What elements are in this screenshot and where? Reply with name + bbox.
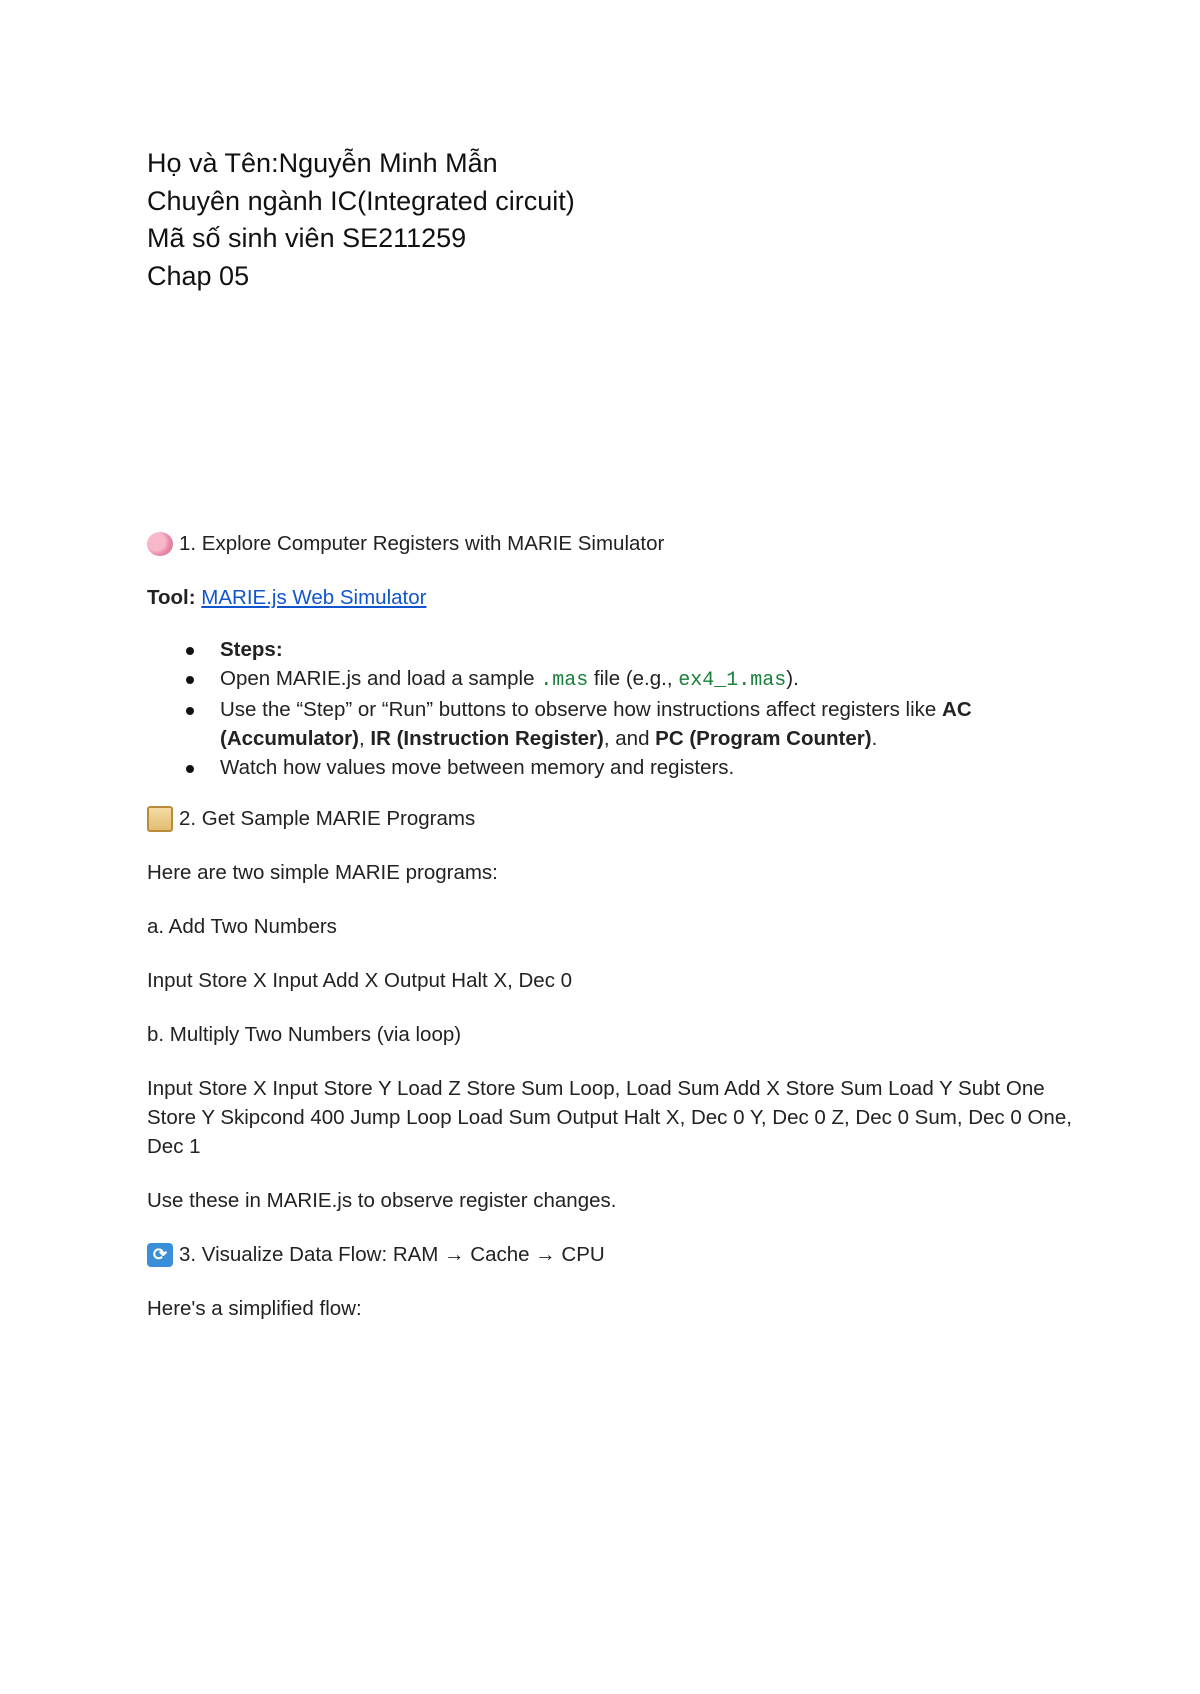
list-item [220,635,1077,664]
program-a-title: a. Add Two Numbers [147,915,337,938]
student-id-line: Mã số sinh viên SE211259 [147,223,467,253]
cycle-arrows-icon: ⟳ [147,1243,173,1267]
tool-line [147,583,1077,612]
section-2-title: 2. Get Sample MARIE Programs [179,807,476,830]
list-item [220,753,1077,782]
program-b-title: b. Multiply Two Numbers (via loop) [147,1023,462,1046]
step-text: Open MARIE.js and load a sample [220,667,541,690]
step-text: file (e.g., [588,667,679,690]
document-body [147,529,1077,1348]
brain-icon [147,532,173,556]
scroll-icon [147,806,173,832]
steps-label: Steps: [220,638,283,661]
usage-note: Use these in MARIE.js to observe register changes. [147,1189,617,1212]
chapter-line: Chap 05 [147,260,250,291]
steps-list [147,635,1077,782]
section-3-intro: Here's a simplified flow: [147,1297,362,1320]
section-1-heading [147,529,1077,558]
major-line: Chuyên ngành IC(Integrated circuit) [147,185,575,216]
section-3-title: 3. Visualize Data Flow: RAM → Cache → CPU [179,1243,605,1266]
inline-code: ex4_1.mas [678,669,787,692]
step-text: ). [786,667,799,690]
section-3-heading [147,1240,1077,1269]
register-ac: AC (Accumulator) [220,698,972,750]
section-2-intro: Here are two simple MARIE programs: [147,861,498,884]
step-text: , [358,727,371,750]
inline-code: .mas [540,669,589,692]
register-pc: PC (Program Counter) [655,727,872,750]
step-text: . [871,727,878,750]
student-name-line: Họ và Tên:Nguyễn Minh Mẫn [147,148,498,178]
program-b-code: Input Store X Input Store Y Load Z Store Sum Loop, Load Sum Add X Store Sum Load Y Subt One Store Y Skipcond 400 Jump Loop Load Sum Output Halt X, Dec 0 Y, Dec 0 Z, Dec 0 Sum, Dec 0 One, Dec 1 [147,1077,1072,1158]
tool-label: Tool: [147,586,196,609]
step-text: Use the “Step” or “Run” buttons to observe how instructions affect registers like [220,698,943,721]
register-ir: IR (Instruction Register) [370,727,604,750]
marie-simulator-link[interactable]: MARIE.js Web Simulator [201,586,427,609]
student-header [147,145,575,295]
section-1-title: 1. Explore Computer Registers with MARIE Simulator [179,532,665,555]
list-item [220,695,1077,753]
section-2-heading [147,804,1077,833]
step-text: , and [603,727,656,750]
program-a-code: Input Store X Input Add X Output Halt X, Dec 0 [147,969,573,992]
list-item [220,664,1077,695]
step-text: Watch how values move between memory and registers. [220,756,735,779]
